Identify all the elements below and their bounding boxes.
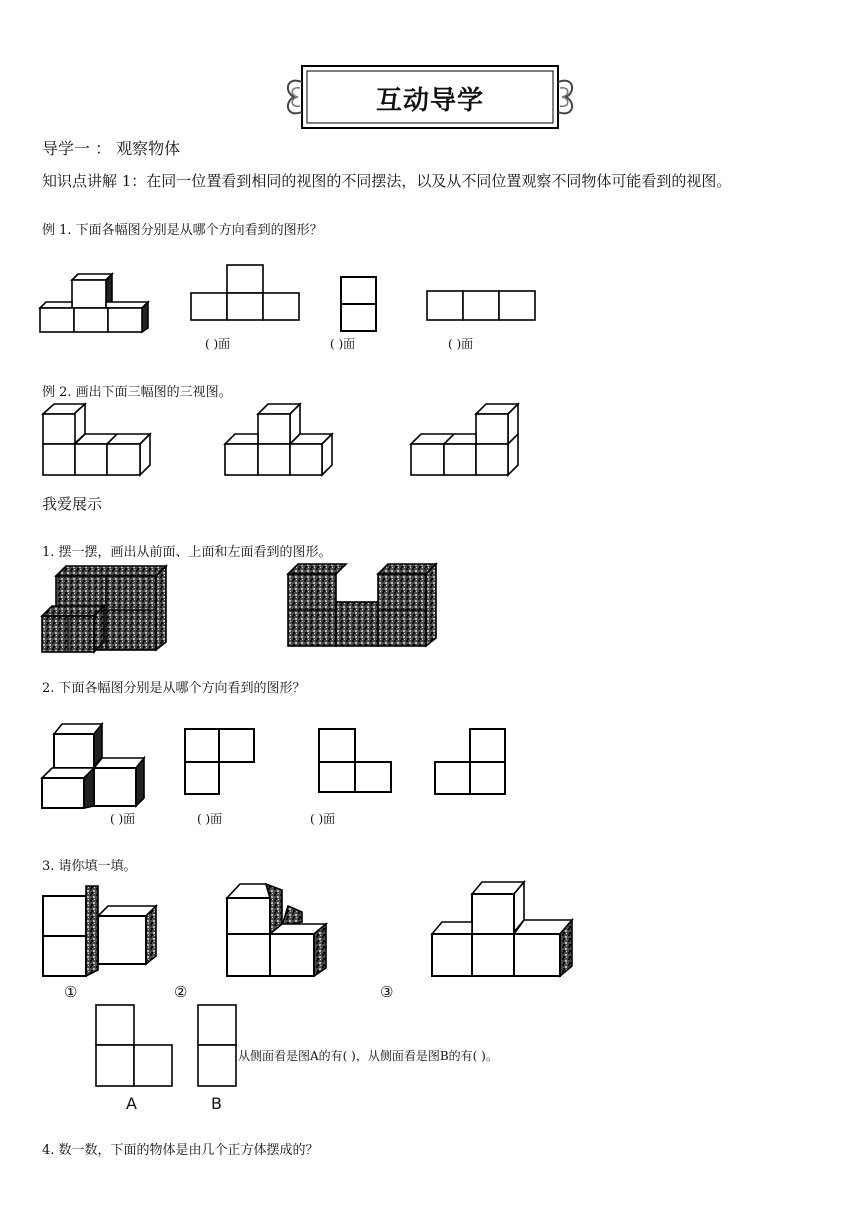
example2-solid-3 (410, 402, 522, 478)
example2-solid-1 (42, 402, 154, 478)
q3-sentence[interactable]: 从侧面看是图A的有( )，从侧面看是图B的有( )。 (238, 1049, 498, 1063)
q3-solid-1 (42, 882, 164, 978)
q3-prompt: 3. 请你填一填。 (42, 859, 137, 874)
q2-blank-2[interactable]: ( )面 (197, 812, 223, 826)
example1-view-a (190, 264, 302, 322)
q3-label-2: ② (174, 983, 188, 1001)
q2-blank-1[interactable]: ( )面 (110, 812, 136, 826)
q3-view-b (196, 1004, 238, 1088)
q2-view-b (318, 728, 394, 794)
q3-view-b-label: B (211, 1094, 222, 1113)
example1-view-b (340, 276, 378, 332)
example2-prompt: 例 2. 画出下面三幅图的三视图。 (42, 385, 232, 400)
example1-view-c (426, 290, 538, 322)
q2-blank-3[interactable]: ( )面 (310, 812, 336, 826)
q2-solid (40, 720, 152, 810)
showcase-heading: 我爱展示 (42, 495, 103, 513)
example2-solid-2 (224, 402, 336, 478)
q1-solid-2 (286, 562, 442, 648)
example1-blank-2[interactable]: ( )面 (330, 337, 356, 351)
q2-view-c (434, 728, 508, 796)
q3-view-a-label: A (126, 1094, 137, 1113)
q2-prompt: 2. 下面各幅图分别是从哪个方向看到的图形？ (42, 681, 306, 696)
q4-prompt: 4. 数一数，下面的物体是由几个正方体摆成的？ (42, 1143, 319, 1158)
example1-prompt: 例 1. 下面各幅图分别是从哪个方向看到的图形？ (42, 223, 323, 238)
q3-view-a (94, 1004, 174, 1088)
q3-solid-2 (226, 882, 330, 978)
q3-solid-3 (430, 880, 576, 978)
q3-label-1: ① (64, 983, 78, 1001)
q1-prompt: 1. 摆一摆，画出从前面、上面和左面看到的图形。 (42, 545, 332, 560)
q1-solid-1 (40, 564, 170, 654)
knowledge-text: 知识点讲解 1：在同一位置看到相同的视图的不同摆法，以及从不同位置观察不同物体可能看到的视图。 (42, 172, 732, 190)
q2-view-a (184, 728, 256, 796)
q3-label-3: ③ (380, 983, 394, 1001)
example1-blank-3[interactable]: ( )面 (448, 337, 474, 351)
example1-blank-1[interactable]: ( )面 (205, 337, 231, 351)
banner-title: 互动导学 (376, 86, 485, 116)
example1-solid (40, 272, 155, 334)
section-heading: 导学一 ： 观察物体 (42, 139, 181, 158)
